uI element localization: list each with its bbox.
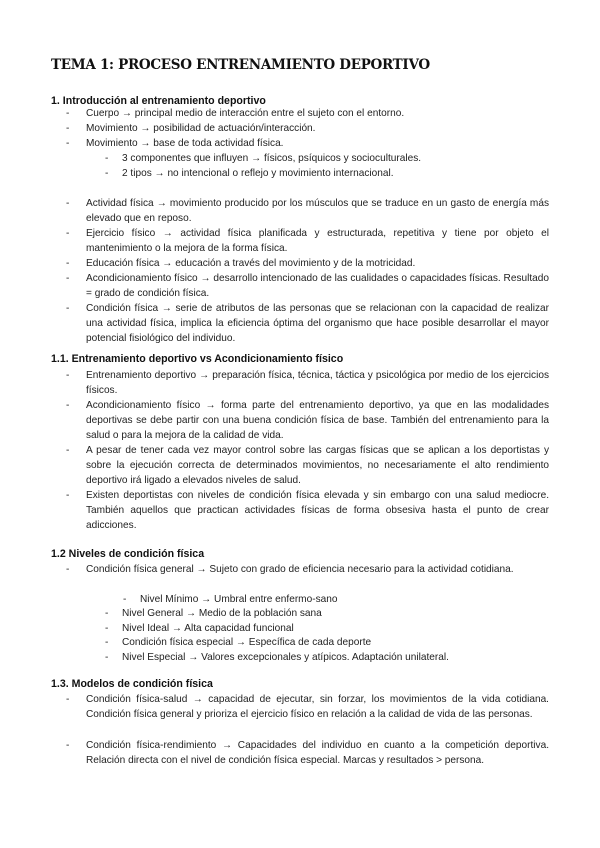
list-item: Actividad física → movimiento producido por los músculos que se traduce en un gasto de energía más elevado que en reposo. — [86, 198, 549, 225]
sub-bullet-dash: - — [123, 594, 127, 605]
sub-bullet-dash: - — [105, 623, 109, 634]
bullet-dash: - — [66, 138, 70, 149]
bullet-dash: - — [66, 445, 70, 456]
bullet-dash: - — [66, 228, 70, 239]
sub-bullet-dash: - — [105, 153, 109, 164]
list-item: Condición física-salud → capacidad de ejecutar, sin forzar, los movimientos de la vida cotidiana. Condición física general y prioriza el ejercicio físico en relación a la calidad de vida de las personas. — [86, 694, 549, 721]
bullet-dash: - — [66, 564, 70, 575]
list-item: Cuerpo → principal medio de interacción entre el sujeto con el entorno. — [86, 108, 405, 119]
bullet-dash: - — [66, 694, 70, 705]
bullet-dash: - — [66, 740, 70, 751]
list-item: Educación física → educación a través del movimiento y de la motricidad. — [86, 258, 416, 269]
bullet-dash: - — [66, 303, 70, 314]
sub-list-item: Nivel General → Medio de la población sana — [122, 608, 322, 619]
sub-list-item: Nivel Especial → Valores excepcionales y atípicos. Adaptación unilateral. — [122, 652, 449, 663]
sub-bullet-dash: - — [105, 637, 109, 648]
sub-list-item: Nivel Mínimo → Umbral entre enfermo-sano — [140, 594, 338, 605]
bullet-dash: - — [66, 108, 70, 119]
sub-list-item: 3 componentes que influyen → físicos, psíquicos y socioculturales. — [122, 153, 422, 164]
sub-bullet-dash: - — [105, 168, 109, 179]
bullet-dash: - — [66, 370, 70, 381]
bullet-dash: - — [66, 490, 70, 501]
list-item: Ejercicio físico → actividad física planificada y estructurada, repetitiva y tiene por objeto el mantenimiento o la mejora de la forma física. — [86, 228, 549, 255]
bullet-dash: - — [66, 273, 70, 284]
document-title: TEMA 1: PROCESO ENTRENAMIENTO DEPORTIVO — [51, 57, 430, 73]
bullet-dash: - — [66, 258, 70, 269]
sub-bullet-dash: - — [105, 652, 109, 663]
sub-list-item: Condición física especial → Específica de cada deporte — [122, 637, 372, 648]
list-item: Condición física-rendimiento → Capacidades del individuo en cuanto a la competición deportiva. Relación directa con el nivel de condición física especial. Marcas y resultados > persona. — [86, 740, 549, 767]
list-item: Movimiento → base de toda actividad física. — [86, 138, 284, 149]
list-item: Acondicionamiento físico → forma parte del entrenamiento deportivo, ya que en las modalidades deportivas se debe partir con una buena condición física de base. También del entrenamiento para la salud o para la mejora de la calidad de vida. — [86, 400, 549, 442]
sub-list-item: Nivel Ideal → Alta capacidad funcional — [122, 623, 294, 634]
list-item: A pesar de tener cada vez mayor control sobre las cargas físicas que se aplican a los deportistas y sobre la ejecución correcta de determinados movimientos, no necesariamente el alto rendimiento deportivo irá ligado a elevados niveles de salud. — [86, 445, 549, 487]
list-item: Entrenamiento deportivo → preparación física, técnica, táctica y psicológica por medio de los ejercicios físicos. — [86, 370, 549, 397]
section-heading-1-3: 1.3. Modelos de condición física — [51, 678, 213, 690]
list-item: Existen deportistas con niveles de condición física elevada y sin embargo con una salud mediocre. También aquellos que practican actividades físicas de forma obsesiva hasta el punto de crear adicciones. — [86, 490, 549, 532]
list-item: Acondicionamiento físico → desarrollo intencionado de las cualidades o capacidades físicas. Resultado = grado de condición física. — [86, 273, 549, 300]
bullet-dash: - — [66, 400, 70, 411]
section-heading-1: 1. Introducción al entrenamiento deportivo — [51, 95, 266, 107]
bullet-dash: - — [66, 198, 70, 209]
list-item: Movimiento → posibilidad de actuación/interacción. — [86, 123, 316, 134]
section-heading-1-1: 1.1. Entrenamiento deportivo vs Acondicionamiento físico — [51, 353, 344, 365]
list-item: Condición física general → Sujeto con grado de eficiencia necesario para la actividad cotidiana. — [86, 564, 514, 575]
section-heading-1-2: 1.2 Niveles de condición física — [51, 548, 205, 560]
sub-bullet-dash: - — [105, 608, 109, 619]
list-item: Condición física → serie de atributos de las personas que se relacionan con la capacidad de realizar una actividad física, implica la eficiencia óptima del organismo que hace posible desarrollar el mayor potencial fisiológico del individuo. — [86, 303, 549, 345]
bullet-dash: - — [66, 123, 70, 134]
sub-list-item: 2 tipos → no intencional o reflejo y movimiento internacional. — [122, 168, 394, 179]
